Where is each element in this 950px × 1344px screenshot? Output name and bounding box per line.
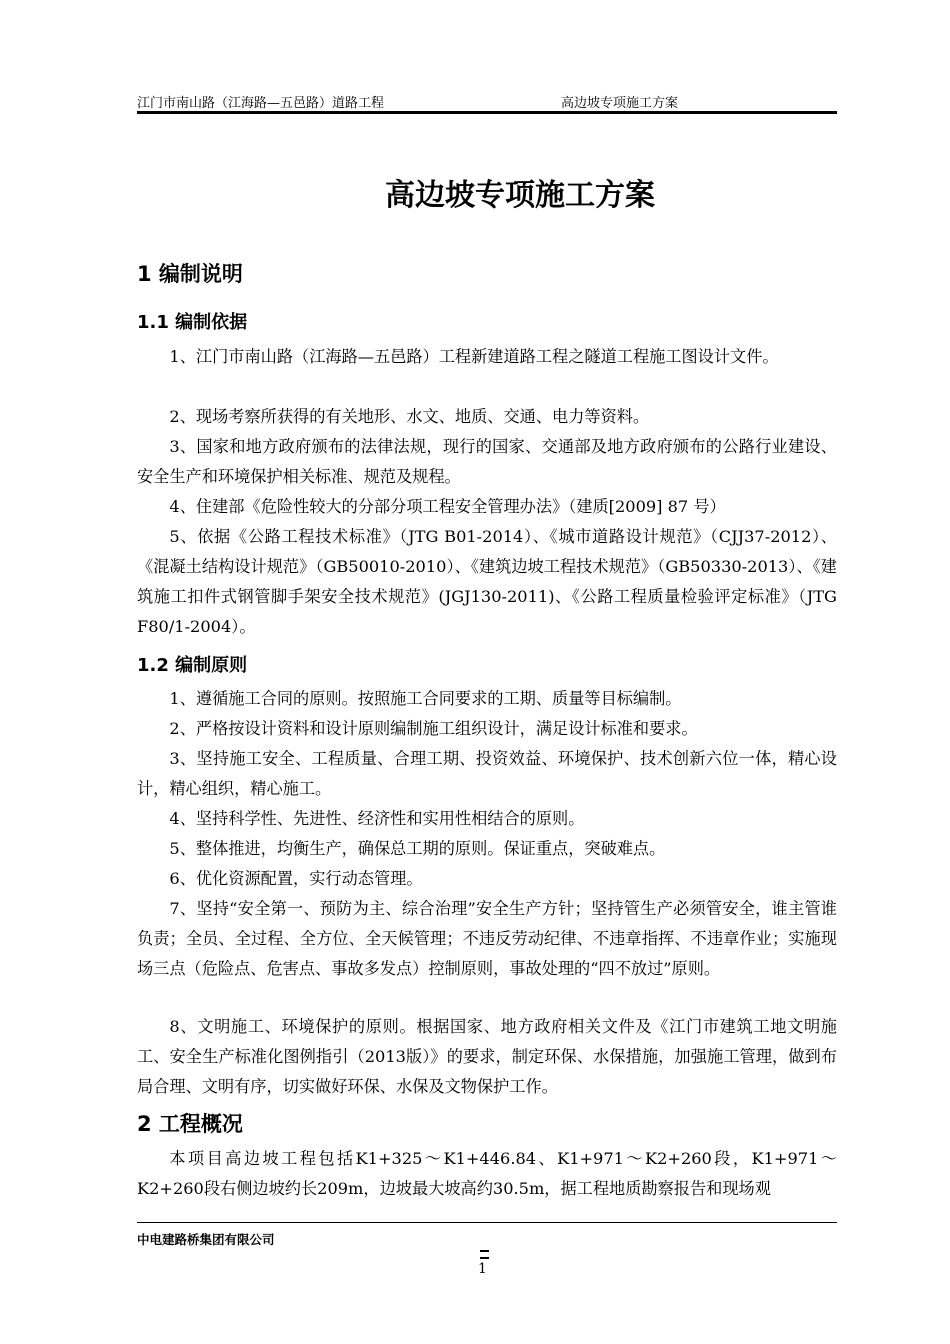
paragraph: 1、江门市南山路（江海路—五邑路）工程新建道路工程之隧道工程施工图设计文件。 [169,347,779,366]
page-marker-icon [480,1250,489,1259]
section-1-2-heading: 1.2 编制原则 [137,655,248,676]
paragraph: 6、优化资源配置，实行动态管理。 [169,869,423,888]
header-project-name: 江门市南山路（江海路—五邑路）道路工程 [137,96,385,111]
paragraph: 4、住建部《危险性较大的分部分项工程安全管理办法》（建质[2009] 87 号） [169,497,726,516]
paragraph: 2、严格按设计资料和设计原则编制施工组织设计，满足设计标准和要求。 [169,719,698,738]
paragraph: 3、坚持施工安全、工程质量、合理工期、投资效益、环境保护、技术创新六位一体，精心设计，精心组织，精心施工。 [137,749,837,798]
page-number: 1 [478,1261,487,1277]
paragraph: 2、现场考察所获得的有关地形、水文、地质、交通、电力等资料。 [169,407,650,426]
footer-company-name: 中电建路桥集团有限公司 [137,1232,275,1247]
paragraph: 4、坚持科学性、先进性、经济性和实用性相结合的原则。 [169,809,585,828]
paragraph: 5、依据《公路工程技术标准》（JTG B01-2014）、《城市道路设计规范》（CJJ37-2012）、《混凝土结构设计规范》（GB50010-2010）、《建筑边坡工程技术规范》（GB50330-2013）、《建筑施工扣件式钢管脚手架安全技术规范》(JGJ130-2011)、《公路工程质量检验评定标准》（JTG F80/1-2004）。 [137,527,837,636]
paragraph: 1、遵循施工合同的原则。按照施工合同要求的工期、质量等目标编制。 [169,689,682,708]
paragraph: 7、坚持“安全第一、预防为主、综合治理”安全生产方针；坚持管生产必须管安全，谁主管谁负责；全员、全过程、全方位、全天候管理；不违反劳动纪律、不违章指挥、不违章作业；实施现场三点（危险点、危害点、事故多发点）控制原则，事故处理的“四不放过”原则。 [137,899,837,978]
paragraph: 8、文明施工、环境保护的原则。根据国家、地方政府相关文件及《江门市建筑工地文明施工、安全生产标准化图例指引（2013版）》的要求，制定环保、水保措施，加强施工管理，做到布局合理、文明有序，切实做好环保、水保及文物保护工作。 [137,1017,837,1096]
section-1-1-heading: 1.1 编制依据 [137,312,248,333]
document-title: 高边坡专项施工方案 [385,178,655,213]
paragraph: 5、整体推进，均衡生产，确保总工期的原则。保证重点，突破难点。 [169,839,666,858]
section-2-heading: 2 工程概况 [137,1112,243,1136]
paragraph: 本项目高边坡工程包括K1+325～K1+446.84、K1+971～K2+260段，K1+971～K2+260段右侧边坡约长209m，边坡最大坡高约30.5m，据工程地质勘察报告和现场观 [137,1149,837,1198]
header-rule [137,111,837,114]
footer-rule [137,1222,837,1223]
header-document-title: 高边坡专项施工方案 [561,96,679,111]
section-1-heading: 1 编制说明 [137,262,243,286]
paragraph: 3、国家和地方政府颁布的法律法规，现行的国家、交通部及地方政府颁布的公路行业建设、安全生产和环境保护相关标准、规范及规程。 [137,437,837,486]
